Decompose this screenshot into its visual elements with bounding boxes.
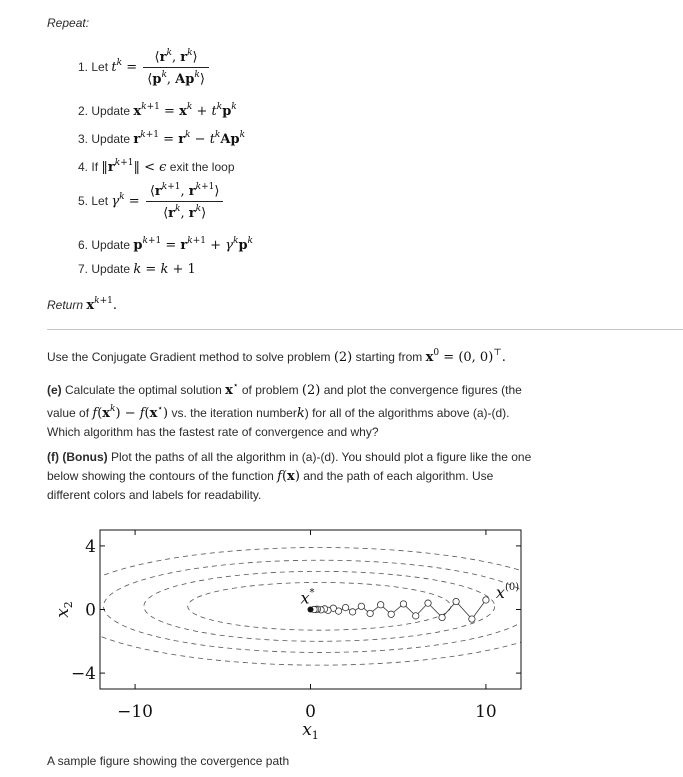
part-e-problem-ref: (2): [301, 383, 321, 398]
intro-text: Use the Conjugate Gradient method to solve problem: [47, 350, 331, 364]
return-formula: $x^{k+1}$.: [86, 296, 118, 313]
step-1-verb: Let: [91, 60, 109, 74]
figure-caption: A sample figure showing the covergence path: [47, 754, 290, 768]
intro-paragraph: [47, 344, 506, 367]
step-4-suffix: exit the loop: [169, 160, 235, 174]
step-5-num: 5.: [78, 194, 89, 208]
path-point: [469, 616, 475, 622]
step-7-formula: k = k + 1: [133, 262, 196, 277]
step-2-formula: $x^{k+1} = x^k + t^kp^k$: [133, 102, 237, 119]
step-4-num: 4.: [78, 160, 89, 174]
step-2: [78, 102, 237, 119]
part-e-paragraph: [47, 377, 522, 442]
return-line: [47, 296, 117, 313]
step-5-formula: $\gamma^k$ = $\frac{⟨r^{k+1}, r^{k+1}⟩}{⟨r^k, r^k⟩}$: [111, 194, 223, 209]
part-e-line-3: Which algorithm has the fastest rate of convergence and why?: [47, 425, 379, 439]
part-f-line-2: [47, 467, 531, 486]
intro-start-value: (0, 0): [458, 350, 494, 365]
path-point: [367, 610, 373, 616]
part-f-line-1-text: Plot the paths of all the algorithm in (a)-(d). You should plot a figure like the one: [111, 450, 532, 464]
part-f-line-2a: below showing the contours of the function: [47, 469, 274, 483]
part-f-line-1: [47, 448, 531, 467]
start-point-label: $x^{(0)}$: [495, 581, 520, 602]
part-e-gap-formula: $f(x^k) - f(x^⋆)$: [92, 404, 169, 421]
step-6-num: 6.: [78, 238, 89, 252]
part-e-label: (e): [47, 383, 62, 397]
part-f-label: (f) (Bonus): [47, 450, 108, 464]
y-tick-label: 4: [85, 536, 96, 557]
intro-problem-ref: (2): [333, 350, 353, 365]
path-point: [349, 609, 355, 615]
x-tick-label: 0: [305, 702, 316, 722]
part-e-line-1c: and plot the convergence figures (the: [323, 383, 522, 397]
repeat-heading: Repeat:: [47, 16, 90, 30]
part-e-xstar: x⋆: [225, 381, 239, 398]
part-e-line-2: [47, 400, 522, 423]
step-3-verb: Update: [91, 132, 131, 146]
part-e-line-1: [47, 377, 522, 400]
x-tick-label: 10: [475, 702, 497, 722]
part-f-paragraph: [47, 448, 531, 505]
step-4: [78, 158, 235, 175]
part-e-line-2c: ) for all of the algorithms above (a)-(d).: [304, 406, 510, 420]
optimum-label: x*: [300, 587, 315, 608]
step-6: [78, 236, 253, 253]
path-point: [388, 611, 394, 617]
step-6-verb: Update: [91, 238, 131, 252]
return-label: Return: [47, 298, 84, 312]
path-point: [358, 603, 364, 609]
step-1-formula: $t^k$ = $\frac{⟨r^k, r^k⟩}{⟨p^k, Ap^k⟩}$: [111, 60, 209, 75]
step-3-formula: $r^{k+1} = r^k - t^kAp^k$: [133, 130, 246, 147]
step-1: [78, 48, 209, 87]
path-point: [425, 600, 431, 606]
path-point: [400, 601, 406, 607]
step-1-num: 1.: [78, 60, 89, 74]
part-e-line-1b: of problem: [241, 383, 299, 397]
part-e-line-2b: vs. the iteration number: [171, 406, 297, 420]
step-5-verb: Let: [91, 194, 109, 208]
part-f-fx: f(x): [277, 469, 300, 484]
path-point: [439, 614, 445, 620]
step-7-num: 7.: [78, 262, 89, 276]
intro-start-formula: $x^0 = (0$, 0)⊤.: [425, 348, 506, 365]
intro-starting-from: starting from: [355, 350, 423, 364]
y-axis-label: $x_2$: [53, 601, 75, 618]
convergence-chart: [0, 520, 683, 740]
step-3-num: 3.: [78, 132, 89, 146]
x-axis-label: $x_1$: [302, 720, 319, 740]
step-5: [78, 182, 223, 221]
path-point: [342, 604, 348, 610]
part-e-line-1a: Calculate the optimal solution: [65, 383, 222, 397]
path-point: [483, 597, 489, 603]
step-3: [78, 130, 245, 147]
step-4-formula: $‖r^{k+1}‖ < \epsilon$: [101, 158, 167, 175]
step-2-verb: Update: [91, 104, 131, 118]
step-6-formula: $p^{k+1} = r^{k+1} + \gamma^kp^k$: [133, 236, 254, 253]
step-2-num: 2.: [78, 104, 89, 118]
step-7: [78, 262, 196, 277]
path-point: [377, 602, 383, 608]
section-divider: [47, 329, 683, 330]
y-tick-label: 0: [85, 600, 96, 621]
part-e-k: k: [296, 406, 305, 421]
step-4-verb: If: [91, 160, 99, 174]
x-tick-label: −10: [117, 702, 154, 722]
y-tick-label: −4: [70, 664, 96, 685]
part-f-line-3: different colors and labels for readability.: [47, 488, 262, 502]
part-e-line-2a: value of: [47, 406, 90, 420]
step-7-verb: Update: [91, 262, 131, 276]
part-f-line-2b: and the path of each algorithm. Use: [303, 469, 494, 483]
path-point: [413, 613, 419, 619]
path-point: [453, 598, 459, 604]
